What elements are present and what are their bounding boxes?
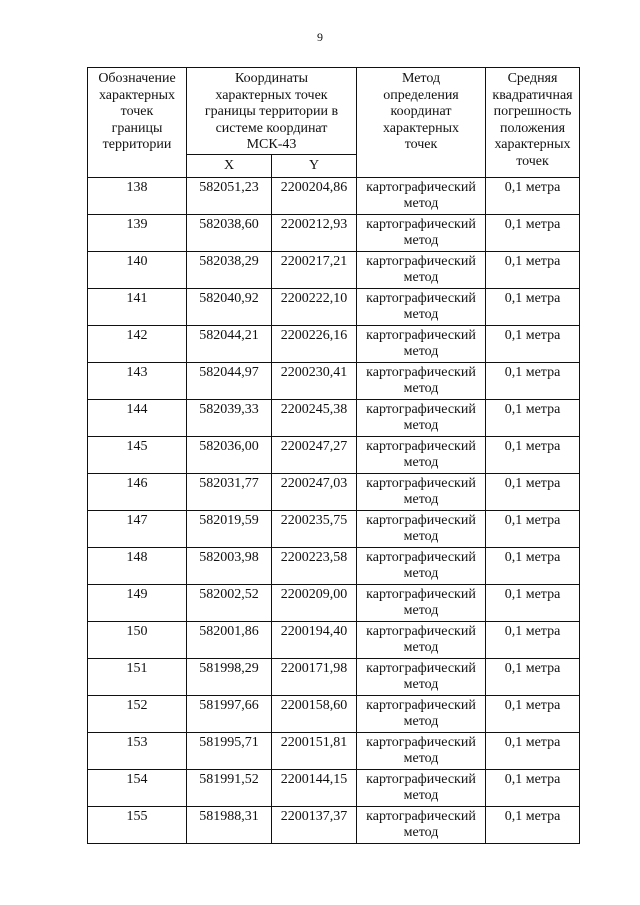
- coordinates-table: [87, 67, 580, 844]
- y-coordinate-cell: 2200158,60: [272, 695, 357, 732]
- table-row: [88, 214, 580, 251]
- y-coordinate-cell: 2200151,81: [272, 732, 357, 769]
- table-row: [88, 436, 580, 473]
- method-cell: картографический метод: [357, 436, 486, 473]
- method-cell: картографический метод: [357, 177, 486, 214]
- x-coordinate-cell: 582036,00: [187, 436, 272, 473]
- x-coordinate-cell: 581995,71: [187, 732, 272, 769]
- method-cell: картографический метод: [357, 769, 486, 806]
- y-coordinate-cell: 2200235,75: [272, 510, 357, 547]
- error-cell: 0,1 метра: [486, 510, 580, 547]
- error-cell: 0,1 метра: [486, 806, 580, 843]
- table-row: [88, 658, 580, 695]
- table-row: [88, 732, 580, 769]
- method-cell: картографический метод: [357, 732, 486, 769]
- header-x: X: [187, 154, 272, 177]
- x-coordinate-cell: 582051,23: [187, 177, 272, 214]
- table-row: [88, 621, 580, 658]
- error-cell: 0,1 метра: [486, 695, 580, 732]
- y-coordinate-cell: 2200194,40: [272, 621, 357, 658]
- x-coordinate-cell: 582044,21: [187, 325, 272, 362]
- point-number-cell: 144: [88, 399, 187, 436]
- error-cell: 0,1 метра: [486, 177, 580, 214]
- table-row: [88, 547, 580, 584]
- x-coordinate-cell: 582040,92: [187, 288, 272, 325]
- table-row: [88, 325, 580, 362]
- table-row: [88, 288, 580, 325]
- table-header: [88, 68, 580, 178]
- header-y: Y: [272, 154, 357, 177]
- method-cell: картографический метод: [357, 510, 486, 547]
- x-coordinate-cell: 582039,33: [187, 399, 272, 436]
- point-number-cell: 142: [88, 325, 187, 362]
- y-coordinate-cell: 2200247,27: [272, 436, 357, 473]
- y-coordinate-cell: 2200137,37: [272, 806, 357, 843]
- point-number-cell: 143: [88, 362, 187, 399]
- x-coordinate-cell: 581988,31: [187, 806, 272, 843]
- y-coordinate-cell: 2200217,21: [272, 251, 357, 288]
- x-coordinate-cell: 581991,52: [187, 769, 272, 806]
- error-cell: 0,1 метра: [486, 621, 580, 658]
- method-cell: картографический метод: [357, 473, 486, 510]
- method-cell: картографический метод: [357, 547, 486, 584]
- table-row: [88, 362, 580, 399]
- y-coordinate-cell: 2200171,98: [272, 658, 357, 695]
- header-error: Средняя квадратичная погрешность положения характерных точек: [486, 68, 580, 178]
- header-point-designation: Обозначение характерных точек границы территории: [88, 68, 187, 178]
- table-row: [88, 584, 580, 621]
- point-number-cell: 145: [88, 436, 187, 473]
- table-row: [88, 695, 580, 732]
- error-cell: 0,1 метра: [486, 547, 580, 584]
- method-cell: картографический метод: [357, 584, 486, 621]
- table-body: [88, 177, 580, 843]
- x-coordinate-cell: 582038,60: [187, 214, 272, 251]
- method-cell: картографический метод: [357, 658, 486, 695]
- page-number: 9: [317, 30, 323, 44]
- error-cell: 0,1 метра: [486, 362, 580, 399]
- error-cell: 0,1 метра: [486, 473, 580, 510]
- table-row: [88, 769, 580, 806]
- x-coordinate-cell: 582003,98: [187, 547, 272, 584]
- y-coordinate-cell: 2200222,10: [272, 288, 357, 325]
- table-row: [88, 510, 580, 547]
- x-coordinate-cell: 582019,59: [187, 510, 272, 547]
- y-coordinate-cell: 2200204,86: [272, 177, 357, 214]
- error-cell: 0,1 метра: [486, 325, 580, 362]
- y-coordinate-cell: 2200212,93: [272, 214, 357, 251]
- method-cell: картографический метод: [357, 251, 486, 288]
- y-coordinate-cell: 2200230,41: [272, 362, 357, 399]
- error-cell: 0,1 метра: [486, 288, 580, 325]
- method-cell: картографический метод: [357, 399, 486, 436]
- x-coordinate-cell: 582002,52: [187, 584, 272, 621]
- error-cell: 0,1 метра: [486, 732, 580, 769]
- error-cell: 0,1 метра: [486, 214, 580, 251]
- table-row: [88, 473, 580, 510]
- method-cell: картографический метод: [357, 288, 486, 325]
- error-cell: 0,1 метра: [486, 584, 580, 621]
- point-number-cell: 138: [88, 177, 187, 214]
- table-row: [88, 251, 580, 288]
- y-coordinate-cell: 2200209,00: [272, 584, 357, 621]
- y-coordinate-cell: 2200223,58: [272, 547, 357, 584]
- point-number-cell: 148: [88, 547, 187, 584]
- header-coordinates: Координаты характерных точек границы территории в системе координат МСК-43: [187, 68, 357, 155]
- point-number-cell: 139: [88, 214, 187, 251]
- x-coordinate-cell: 582001,86: [187, 621, 272, 658]
- error-cell: 0,1 метра: [486, 658, 580, 695]
- method-cell: картографический метод: [357, 695, 486, 732]
- point-number-cell: 154: [88, 769, 187, 806]
- y-coordinate-cell: 2200226,16: [272, 325, 357, 362]
- header-method: Метод определения координат характерных точек: [357, 68, 486, 178]
- point-number-cell: 155: [88, 806, 187, 843]
- error-cell: 0,1 метра: [486, 399, 580, 436]
- y-coordinate-cell: 2200245,38: [272, 399, 357, 436]
- x-coordinate-cell: 582038,29: [187, 251, 272, 288]
- x-coordinate-cell: 582044,97: [187, 362, 272, 399]
- method-cell: картографический метод: [357, 621, 486, 658]
- point-number-cell: 153: [88, 732, 187, 769]
- x-coordinate-cell: 582031,77: [187, 473, 272, 510]
- error-cell: 0,1 метра: [486, 436, 580, 473]
- y-coordinate-cell: 2200247,03: [272, 473, 357, 510]
- error-cell: 0,1 метра: [486, 769, 580, 806]
- point-number-cell: 151: [88, 658, 187, 695]
- point-number-cell: 141: [88, 288, 187, 325]
- error-cell: 0,1 метра: [486, 251, 580, 288]
- point-number-cell: 140: [88, 251, 187, 288]
- x-coordinate-cell: 581997,66: [187, 695, 272, 732]
- y-coordinate-cell: 2200144,15: [272, 769, 357, 806]
- point-number-cell: 147: [88, 510, 187, 547]
- point-number-cell: 146: [88, 473, 187, 510]
- table-row: [88, 806, 580, 843]
- method-cell: картографический метод: [357, 214, 486, 251]
- point-number-cell: 150: [88, 621, 187, 658]
- point-number-cell: 152: [88, 695, 187, 732]
- table-row: [88, 177, 580, 214]
- table-row: [88, 399, 580, 436]
- method-cell: картографический метод: [357, 362, 486, 399]
- point-number-cell: 149: [88, 584, 187, 621]
- method-cell: картографический метод: [357, 325, 486, 362]
- method-cell: картографический метод: [357, 806, 486, 843]
- x-coordinate-cell: 581998,29: [187, 658, 272, 695]
